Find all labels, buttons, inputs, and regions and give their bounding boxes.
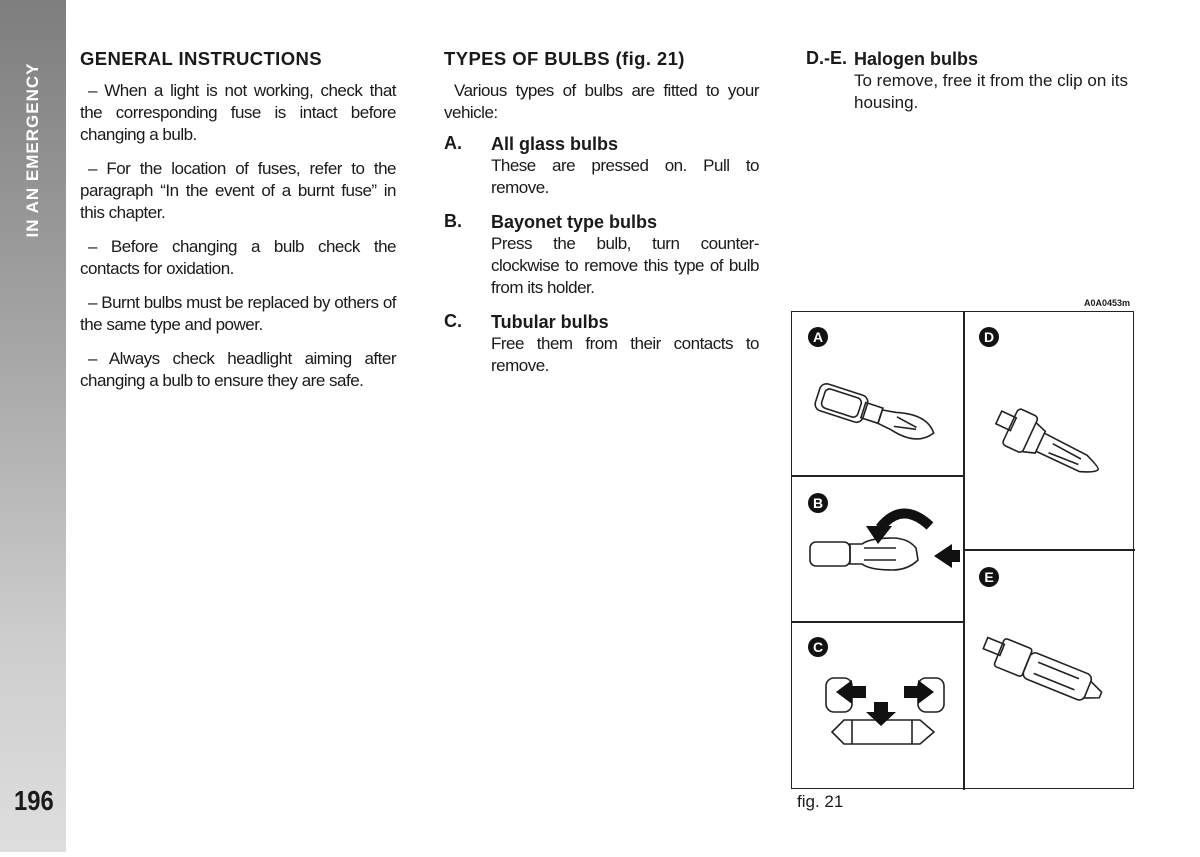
halogen-d-bulb-drawing xyxy=(989,402,1107,486)
panel-label-b xyxy=(808,493,828,513)
bulb-letter: A. xyxy=(444,133,462,153)
halogen-column xyxy=(806,48,1136,126)
types-intro: Various types of bulbs are fitted to your vehicle: xyxy=(444,81,759,122)
panel-label-e xyxy=(979,567,999,587)
bulb-description: To remove, free it from the clip on its housing. xyxy=(854,71,1128,112)
bulb-type-a xyxy=(444,133,759,199)
general-heading: GENERAL INSTRUCTIONS xyxy=(80,48,323,69)
bulb-illustration xyxy=(792,312,1135,790)
bayonet-bulb-drawing xyxy=(810,513,960,570)
svg-text:E: E xyxy=(984,569,994,585)
general-paragraph: – For the location of fuses, refer to the paragraph “In the event of a burnt fuse” in this chapter. xyxy=(80,159,396,222)
bulb-type-de xyxy=(806,48,1136,114)
bulb-types-column xyxy=(444,48,759,389)
bulb-description: These are pressed on. Pull to remove. xyxy=(491,156,759,197)
panel-label-c xyxy=(808,637,828,657)
bulb-name: Tubular bulbs xyxy=(491,312,609,332)
bulb-figure xyxy=(791,311,1134,789)
figure-code: A0A0453m xyxy=(1084,298,1131,308)
svg-text:A: A xyxy=(812,329,824,345)
bulb-type-c xyxy=(444,311,759,377)
svg-text:B: B xyxy=(812,495,824,511)
bulb-type-b xyxy=(444,211,759,299)
svg-text:D: D xyxy=(983,329,995,345)
figure-caption: fig. 21 xyxy=(797,792,844,811)
general-paragraph: – Always check headlight aiming after changing a bulb to ensure they are safe. xyxy=(80,349,396,390)
bulb-description: Press the bulb, turn counter-clockwise to remove this type of bulb from its holder. xyxy=(491,234,759,297)
bulb-name: All glass bulbs xyxy=(491,134,619,154)
general-paragraph: – Before changing a bulb check the contacts for oxidation. xyxy=(80,237,396,278)
halogen-e-bulb-drawing xyxy=(979,632,1107,707)
page-number: 196 xyxy=(14,785,54,816)
bulb-letter: D.-E. xyxy=(806,48,848,68)
panel-label-d xyxy=(979,327,999,347)
general-paragraph: – Burnt bulbs must be replaced by others of the same type and power. xyxy=(80,293,396,334)
svg-text:C: C xyxy=(812,639,824,655)
section-title: IN AN EMERGENCY xyxy=(23,62,42,238)
sidebar xyxy=(0,0,66,852)
bulb-letter: C. xyxy=(444,311,462,331)
general-paragraph: – When a light is not working, check that the corresponding fuse is intact before changing a bulb. xyxy=(80,81,396,144)
bulb-name: Halogen bulbs xyxy=(854,49,979,69)
panel-label-a xyxy=(808,327,828,347)
bulb-letter: B. xyxy=(444,211,462,231)
bulb-description: Free them from their contacts to remove. xyxy=(491,334,759,375)
general-instructions-column xyxy=(80,48,396,404)
tubular-bulb-drawing xyxy=(826,678,944,744)
bulb-name: Bayonet type bulbs xyxy=(491,212,658,232)
types-heading: TYPES OF BULBS (fig. 21) xyxy=(444,48,685,69)
all-glass-bulb-drawing xyxy=(813,382,938,446)
